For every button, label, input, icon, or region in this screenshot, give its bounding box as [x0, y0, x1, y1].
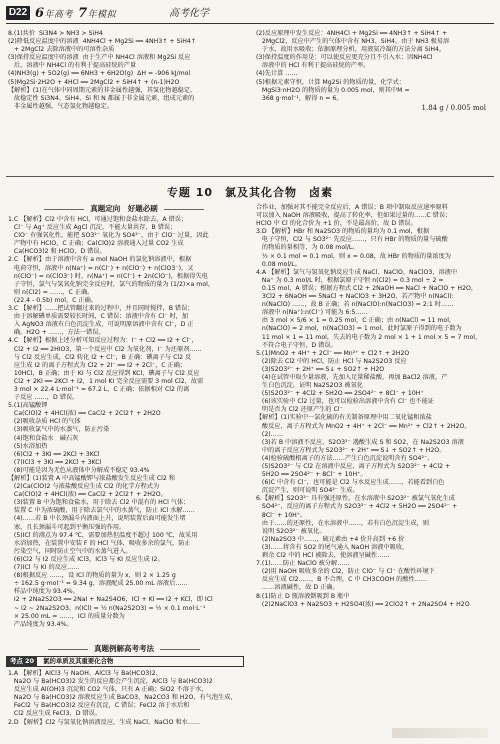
text-line: 则 n(Cl2) = ……，C 正确。	[8, 288, 94, 296]
subject-title: 高考化学	[169, 8, 209, 19]
text-line: ½ × 0.1 mol = 0.1 mol，则 x = 0.08，故 HBr 的物质的量浓度为	[256, 252, 451, 260]
text-line: 溶液中的 HCl 有利于提高硅烷的产率。	[256, 62, 370, 70]
text-line: Cl2 + 2KI ══ 2KCl + I2，1 mol KI 完全反应需要 3 mol Cl2，故需	[8, 377, 204, 385]
text-line: (8)可能是因为无色从液体中分解成不稳定 93.4%	[8, 466, 150, 474]
text-line: (2)反应原理中发生反应：4NH4Cl + Mg2Si ══ 4NH3↑ + SiH4↑ +	[256, 30, 448, 37]
text-line: 确。H2O + ……，方法一错误。	[8, 329, 105, 337]
text-line: Ca(ClO)2 + 4HCl(浓) ══ CaCl2 + 2Cl2↑ + 2H2O	[8, 410, 161, 418]
text-line: 水浴加热，在装置中安装 F 的 HCl 气体，吸收多余的氯气，防止	[8, 539, 191, 547]
text-line: 3.D 【解析】HBr 和 Na2SO3 的物质的量均为 0.1 mol，根据	[256, 228, 430, 236]
text-line: 后，溶液中 NH4Cl 的有利于提高硅烷的产量	[8, 62, 137, 70]
text-line: 6.【解析】S2O3²⁻ 具有强还原性，在水溶液中 S2O3²⁻ 被氯气氧化生成	[256, 495, 455, 503]
text-line: (2)除去 Cl2 中的 HCl，防止 HCl 与 Na2S2O3 反应	[256, 357, 407, 365]
text-line: (2)2NaClO3 + Na2SO3 + H2SO4(浓) ══ 2ClO2↑ + 2Na2SO4 + H2O	[256, 600, 470, 608]
text-line: (3)保持反应温度中的溶液 由于生产中 NH4Cl 溶液和 Mg2Si 反应	[8, 54, 191, 62]
page-header	[6, 4, 494, 26]
text-line: 说明 S2O3²⁻ 被氧化。	[256, 527, 326, 535]
text-line: 故稳定性 Si3N4、SiH4、Si 和 N 都属于非金属元素，组成元素的	[8, 94, 195, 102]
text-line: 溶液中 n(Na⁺):n(Cl⁻) 可能为 6:5……	[256, 309, 368, 317]
text-line: (2)Ca(ClO)2 与浓盐酸反应生成 Cl2 的化学方程式为	[8, 483, 160, 491]
text-line: 3.C 【解析】……把试管翻过来的过程中，并且同时搅拌，B 错误；	[8, 305, 194, 313]
brand-logo	[35, 5, 116, 24]
top-right-column	[256, 30, 492, 103]
text-line: 污染空气，同时防止空气中的水蒸气进入。	[8, 547, 132, 555]
text-line: HClO 中 Cl 的化合价为 +1 价，不是最高价，故 D 错误。	[256, 220, 417, 228]
text-line: (7)ICl3 + 3KI ══ 2KCl + 3KCl	[8, 458, 102, 466]
text-line: 1.C 【解析】Cl2 中含有 HCl，可通过饱和食盐水除去，A 错误；	[8, 216, 188, 223]
text-line: 由 3 mol × 5/6 × 1 = 0.25 mol，C 正确；由 n(NaCl) = 11 mol，	[256, 317, 456, 325]
text-line: (4)检验硫酸根离子的方法……产生白色沉淀说明含有 SO4²⁻。	[256, 454, 434, 462]
text-line: (2)用 NaOH 吸收多余的 Cl2，防止 ClO⁻ 与 Cl⁻ 在酸性环境下	[256, 568, 435, 576]
text-line: (6)C 中含有 Cl⁻，也可能是 Cl2 与水反应生成……，若能看到白色	[256, 479, 445, 487]
left-tail-column	[8, 670, 244, 727]
text-line: 电子守恒，Cl2 与 SO3²⁻ 先反应……，只有 HBr 的物质的量与硫酸	[256, 236, 448, 244]
text-line: 沉淀产生，则可说明 SO4²⁻ 生成。	[256, 487, 359, 495]
text-line: (2)降低反应温度中的溶液 4NH4Cl + Mg2Si ══ 4NH3↑ + SiH4↑	[8, 38, 196, 46]
right-body-column	[256, 204, 492, 609]
text-line: (5)Mg2Si·2H2O + 4HCl ══ 2MgCl2 + SiH4↑ + (n-1)H2O	[8, 78, 180, 86]
text-line: (3)保持温度的作用是：可以使反应更充分且不引入水；因NH4Cl	[256, 54, 433, 62]
text-line: 由于……的还原性，在水溶液中……，若有白色沉淀生成，则	[256, 519, 429, 527]
text-line: 剩余 Cl2 中的 HCl 被除去，使溶液呈碱性……	[256, 552, 390, 560]
text-line: FeCl2 与 Ba(HCO3)2 反应有沉淀，C 错误；FeCl2 溶于水后和	[8, 702, 190, 710]
text-line: 10HCl，B 正确；由于 KI 与 Cl2 反应得到 KCl，碘离子与 Cl2 反应	[8, 369, 200, 377]
text-line: ÷ 162.5 g·mol⁻¹ = 9.34 g，溶液配成 25.00 mL 溶液后……	[8, 580, 188, 588]
text-line: 生白色沉淀，证明 Na2S2O3 被氧化	[256, 382, 363, 390]
text-line: 装置 C 中为浓硫酸，用于除去氯气中的水蒸气，防止 ICl 水解……	[8, 507, 195, 515]
text-line: Ca(ClO)2 + 4HCl(浓) ══ CaCl2 + 2Cl2↑ + 2H2O。	[8, 491, 167, 499]
text-line: 反应生成 Al(OH)3 沉淀和 CO2 气体，只有 A 正确；SiO2 不溶于水，	[8, 686, 208, 694]
text-line: 2MgCl2，反应中产生的气体中含有 NH3、SiH4，由于 NH3 极易溶	[256, 38, 450, 46]
text-line: (3)装置 B 中为饱和食盐水，用于除去 Cl2 中混有的 HCl 气体；	[8, 499, 190, 507]
text-line: 2.C 【解析】由于溶液中含有 a mol NaOH 的氯化钠溶液中，根据	[8, 256, 192, 264]
text-line: Ca(HCO3)2 和 HClO，D 错误。	[8, 248, 106, 256]
page-number-badge: D22	[6, 6, 30, 20]
text-line: (6)该实验中 Cl2 过量，也可以检验出溶液中含有 Cl⁻ 也不能证	[256, 398, 434, 406]
section-title-left: 真题定向 好题必刷	[6, 204, 242, 214]
text-line: ClO⁻ 有强氧化性，能把 SO3²⁻ 氧化为 SO4²⁻，由于 ClO⁻ 过量，因此	[8, 232, 209, 240]
text-line: 与 Cl2 反应生成，Cl2 转化 I2 + Cl⁻，B 正确：碘离子与 Cl2 反	[8, 353, 192, 361]
text-line: (3)若 B 中溶液不反应，S2O3²⁻ 遇酸生成 S 和 SO2，在 Na2S2O3 溶液	[256, 438, 464, 446]
text-line: Na⁺ 为 0.3 mol/L 时，根据氯原子守恒 n(Cl2) = 0.3 mol ÷ 2 =	[256, 276, 444, 284]
text-line: 8.(1)防止 D 瓶溶液倒吸到 B 瓶中	[256, 592, 350, 600]
text-line: (4)饱和食盐水 碱石灰	[8, 434, 79, 442]
text-line: 368 g·mol⁻¹，解得 n = 6。	[256, 94, 343, 102]
brand-text-a: 年高考	[44, 10, 74, 20]
brand-text-b: 年模拟	[87, 10, 117, 20]
text-line: (7)ICl 与 KI 的反应……	[8, 564, 80, 572]
text-line: 1.A 【解析】AlCl3 与 NaOH、AlCl3 与 Ba(HCO3)2、	[8, 670, 162, 677]
text-line: (6)Cl2 + 3KI ══ 2KCl + 3KCl	[8, 450, 100, 458]
section-divider	[6, 176, 494, 177]
header-rule	[6, 23, 494, 24]
text-line: (4)先计算 ……	[256, 70, 298, 78]
text-line: n(NaClO) ……，故 B 正确；若 n(NaClO):n(NaClO3) = 2:1 时……	[256, 301, 454, 309]
text-line: 8.(1)共价 Si3N4 > NH3 > SiH4	[8, 30, 103, 37]
text-line: (4)在试管中取少量溶液，先加入足量稀盐酸，再加 BaCl2 溶液，产	[256, 373, 448, 381]
text-line: 合作业，加强对其不能完全反应后，A 错误；B 项中制取反应速率原料	[256, 204, 448, 211]
text-line: 不符合电子守恒，D 错误。	[256, 341, 337, 349]
brand-number-b: 7	[78, 6, 88, 21]
text-line: 3Cl2 + 6NaOH ══ 5NaCl + NaClO3 + 3H2O，若产物中 n(NaCl):	[256, 293, 454, 301]
text-line: 于水，故用水吸收；依据原理分析，用液氨冷凝的方法分离 SiH4，	[256, 46, 446, 54]
text-line: 5H2O ══ 2SO4²⁻ + 8Cl⁻ + 10H⁺。	[256, 471, 367, 479]
point-tag	[6, 656, 244, 667]
watermark-strip	[392, 728, 488, 738]
text-line: ~ I2 ~ 2Na2S2O3，n(ICl) = ½ n(Na2S2O3) = ½ × 0.1 mol·L⁻¹	[8, 604, 206, 612]
text-line: 4.C 【解析】根据上述分析可知反应过程为：I⁻ + Cl2 ══ I2 + Cl⁻，	[8, 337, 198, 345]
text-line: SO4²⁻，反应的离子方程式为 S2O3²⁻ + 4Cl2 + 5H2O ══ 2SO4²⁻ +	[256, 503, 458, 511]
brand-number-a: 6	[35, 6, 45, 21]
text-line: (2)……	[256, 430, 284, 438]
text-line: (2)Na2SO3 中……，硫元素由 +4 价升高到 +6 价	[256, 535, 405, 543]
point-tag-label: 考点 20	[7, 657, 37, 666]
text-line: 非金属性越强，气态氢化物越稳定。	[8, 102, 113, 110]
text-line: Cl⁻ 与 Ag⁺ 反应生成 AgCl 沉淀，不能大量共存，B 错误；	[8, 224, 177, 232]
text-line: (8)根据反应 ……，设 ICl 的物质的量为 x，则 2 × 1.25 g	[8, 572, 176, 580]
text-line: 样品中纯度为 93.4%。	[8, 588, 79, 596]
text-line: n(ClO⁻) = n(ClO3⁻) 时，n(Na⁺) = n(Cl⁻) + 2n(ClO⁻)，根据得失电	[8, 272, 208, 280]
text-line: × 25.00 mL = ……，ICl 的质量分数为	[8, 612, 125, 620]
text-line: 子守恒，氯气与氢氧化钠完全反应时，氯气的物质的量为 (1/2)×a mol，	[8, 280, 215, 288]
text-line: 酸反应，离子方程式为 MnO2 + 4H⁺ + 2Cl⁻ ══ Mn²⁺ + Cl2↑ + 2H2O。	[256, 422, 471, 430]
text-line: Cl2 反应生成 FeCl3，D 错误。	[8, 710, 102, 718]
text-line: 2.D 【解析】Cl2 与氢氧化钠溶液反应，生成 NaCl、NaClO 和水……	[8, 718, 201, 726]
text-line: 电荷守恒，溶液中 n(Na⁺) = n(Cl⁻) + n(ClO⁻) + n(ClO3⁻)，又	[8, 264, 194, 272]
text-line: Cl2 + I2 ══ 2HIO3，第一个反应中 Cl2 为氧化剂，I⁻ 为还原剂……	[8, 345, 202, 353]
fraction-note: 1.84 g / 0.005 mol	[421, 104, 486, 112]
text-line: 明是否为 Cl2 还原产生的 Cl⁻	[256, 406, 343, 414]
section-title-exam: 真题例解高考考法	[6, 644, 242, 654]
text-line: (3)S2O3²⁻ + 2H⁺ ══ S↓ + SO2↑ + H2O	[256, 365, 385, 373]
text-line: (3)……将含有 SO2 的尾气通入 NaOH 溶液中吸收，	[256, 543, 409, 551]
left-body-column	[8, 216, 244, 629]
text-line: 的物质的量相等，为 0.08 mol/L。	[256, 244, 359, 252]
topic-title: 专题 10 氯及其化合物 卤素	[166, 186, 334, 199]
text-line: 产品纯度为 93.4%。	[8, 620, 73, 628]
text-line: 0.15 mol，A 错误；根据方程式 Cl2 + 2NaOH ══ NaCl + NaClO + H2O，	[256, 284, 478, 292]
text-line: ……溶液碱性，故 D 正确。	[256, 584, 339, 592]
text-line: (2)吸收杂质 HCl 的气体	[8, 418, 81, 426]
text-line: Na2O 与 Ba(HCO3)2 溶液反应生成 BaCO3、Na2CO3 和 H2O，有气泡生成，	[8, 694, 237, 702]
text-line: (22.4 - 0.5b) mol，C 正确。	[8, 296, 97, 304]
point-tag-text: 氯的单质及其重要化合物	[43, 657, 114, 665]
text-line: 0.08 mol/L。	[256, 260, 301, 268]
text-line: 5.(1)MnO2 + 4H⁺ + 2Cl⁻ ══ Mn²⁺ + Cl2↑ + 2H2O	[256, 349, 410, 357]
text-line: 由于溶解碘单质需要较长时间，C 错误；溶液中含有 Cl⁻ 时，加	[8, 313, 189, 321]
text-line: 7.(1)……防止 NaClO 被分解……	[256, 560, 350, 568]
text-line: 8Cl⁻ + 10H⁺。	[256, 511, 307, 519]
top-left-column	[8, 30, 244, 111]
text-line: 反应生成 Cl2……，B 不合理，C 中 CH3COOH 的酸性……	[256, 576, 428, 584]
text-line: 【解析】(1)实验中一氯化硫的有关制备原理中用二氧化锰和浓盐	[256, 414, 432, 422]
text-line: 可以加入 NaOH 溶液吸收，提高了转化率，但如果过量的……C 错误；	[256, 212, 452, 220]
text-line: I2 + 2Na2S2O3 ══ 2NaI + Na2S4O6，ICl + KI ══ I2 + KCl，即 ICl	[8, 596, 213, 604]
text-line: 产物中有 HClO，C 正确；Ca(ClO)2 溶液通入过量 CO2 生成	[8, 240, 184, 248]
text-line: + 2MgCl2 去除溶液中的可溶性杂质	[8, 46, 115, 54]
text-line: 入 AgNO3 溶液有白色沉淀生成，可说明原溶液中含有 Cl⁻，D 正	[8, 321, 194, 329]
text-line: 中的离子反应方程式为 S2O3²⁻ + 2H⁺ ══ S↓ + SO2↑ + H2O。	[256, 446, 446, 454]
text-line: 子反应 ……，D 错误。	[8, 394, 79, 402]
text-line: (4)……若 B 中长颈漏斗内液面上升，说明装置后面可能发生堵	[8, 515, 186, 523]
text-line: MgSi3·nH2O 的物质的量为 0.005 mol，则其中M =	[256, 86, 412, 94]
text-line: (3)吸收氯气中的水蒸气，防止污染	[8, 426, 110, 434]
text-line: 5.(1)高锰酸钾	[8, 402, 48, 410]
text-line: Na2O 与 Ba(HCO3)2 发生的反应都会产生沉淀，AlCl3 与 Ba(HCO3)2	[8, 678, 213, 686]
text-line: (5)S2O3²⁻ 与 Cl2 在溶液中反应，离子方程式为 S2O3²⁻ + 4Cl2 +	[256, 463, 451, 470]
text-line: (5)水浴加热	[8, 442, 48, 450]
text-line: 11 mol × 1 = 11 mol，失去的电子数为 2 mol × 1 + 1 mol × 5 = 7 mol，	[256, 333, 482, 341]
text-line: 应生成 I2 的离子方程式为 Cl2 + 2I⁻ ══ I2 + 2Cl⁻，C 正确；	[8, 361, 187, 369]
text-line: 3 mol × 22.4 L·mol⁻¹ = 67.2 L，C 正确；依据相对 Cl2 的离	[8, 385, 190, 393]
text-line: (5)根据元素守恒，计算 Mg2Si 的物质的量，化学式：	[256, 78, 406, 86]
text-line: 【解析】(1)在气体中同周期元素的非金属性越强，其氢化物越稳定，	[8, 86, 197, 94]
text-line: (6)Cl2 与 I2 反应生成 ICl3，ICl3 与 KI 反应生成 I2。	[8, 555, 164, 563]
text-line: (5)ICl 的沸点为 97.4 ℃，需要加热但温度不超过 100 ℃，故采用	[8, 531, 198, 539]
text-line: (4)NH3(g) + 5O2(g) ══ 6NH3 + 6H2O(g) ΔH = -906 kJ/mol	[8, 70, 191, 78]
text-line: 塞，且长颈漏斗可起到平衡压强的作用。	[8, 523, 126, 531]
text-line: 4.A 【解析】氯气与氢氧化钠反应生成 NaCl、NaClO、NaClO3，溶液中	[256, 268, 458, 276]
text-line: n(NaClO) = 2 mol，n(NaClO3) = 1 mol，此时氯原子得到的电子数为	[256, 325, 462, 333]
text-line: 【解析】(1)装置 A 中高锰酸钾与浓盐酸发生反应生成 Cl2 和	[8, 475, 175, 482]
text-line: (5)S2O3²⁻ + 4Cl2 + 5H2O ══ 2SO4²⁻ + 8Cl⁻ + 10H⁺	[256, 390, 424, 398]
